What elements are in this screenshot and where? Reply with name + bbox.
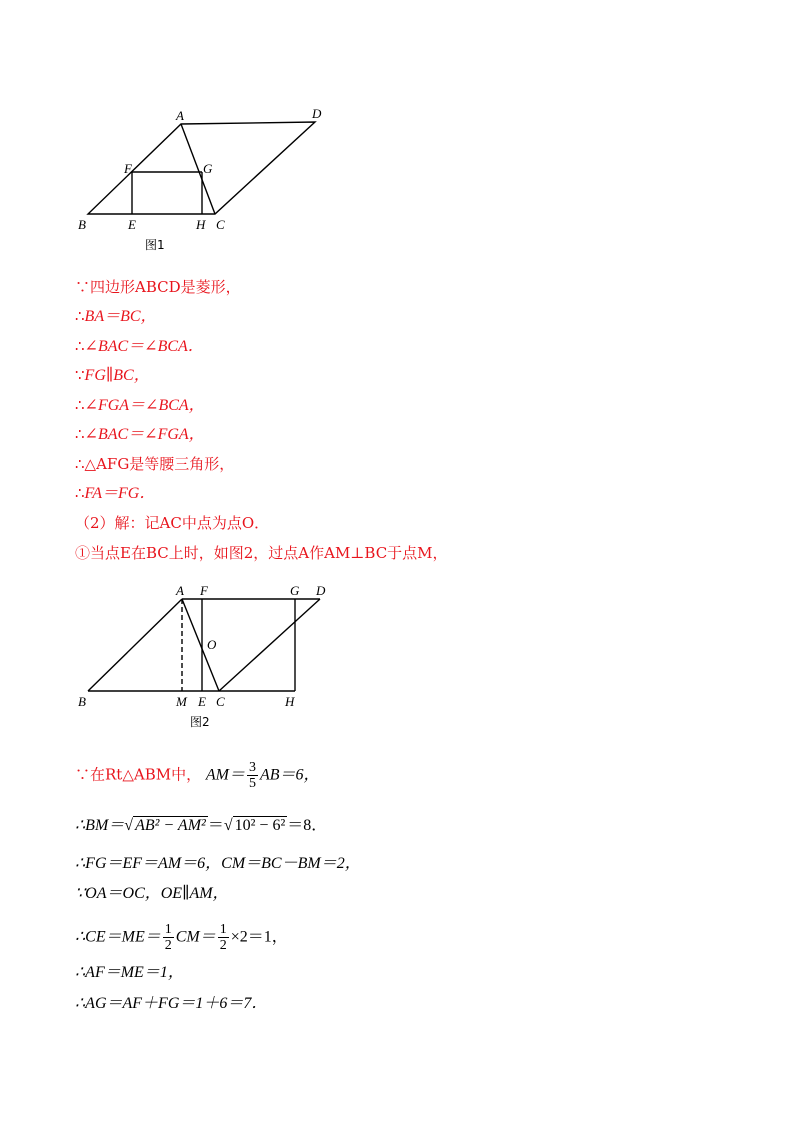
proof-line-13: ∴FG＝EF＝AM＝6，CM＝BC－BM＝2， <box>75 855 361 872</box>
proof-line-15: ∴CE＝ME＝ $\frac{1}{2}$ CM＝ $\frac{1}{2}$ ×2＝1， <box>75 922 288 953</box>
proof-line-1: ∵四边形ABCD是菱形， <box>75 278 241 296</box>
point-label-d: D <box>316 583 326 598</box>
point-label-b: B <box>78 217 86 232</box>
point-label-b: B <box>78 694 86 709</box>
point-label-f: F <box>200 583 208 598</box>
point-label-d: D <box>312 106 322 121</box>
proof-line-6: ∴∠BAC＝∠FGA， <box>75 425 205 443</box>
proof-line-14: ∵OA＝OC，OE∥AM， <box>75 885 229 902</box>
point-label-h: H <box>285 694 295 709</box>
point-label-g: G <box>203 161 213 176</box>
point-label-e: E <box>198 694 206 709</box>
point-label-c: C <box>216 217 225 232</box>
figure-2-caption: 图2 <box>190 715 210 729</box>
point-label-a: A <box>176 108 184 123</box>
proof-line-4: ∵FG∥BC， <box>75 366 150 384</box>
figure-2 <box>70 578 340 738</box>
proof-line-11: ∵在Rt△ABM中， AM＝ $\frac{3}{5}$ AB＝6， <box>75 760 320 791</box>
proof-line-3: ∴∠BAC＝∠BCA． <box>75 337 204 355</box>
proof-line-9: （2）解：记AC中点为点O． <box>75 514 270 532</box>
figure-2-diagram <box>70 578 340 738</box>
point-label-m: M <box>176 694 187 709</box>
point-label-o: O <box>207 637 217 652</box>
point-label-c: C <box>216 694 225 709</box>
proof-line-8: ∴FA＝FG． <box>75 484 156 502</box>
radical-1: AB² − AM² <box>135 817 206 834</box>
proof-line-10: ①当点E在BC上时，如图2，过点A作AM⊥BC于点M， <box>75 544 448 562</box>
proof-line-5: ∴∠FGA＝∠BCA， <box>75 396 205 414</box>
proof-line-12: ∴BM＝√ AB² − AM² ＝√ 10² − 6² ＝8． <box>75 817 328 834</box>
fraction-1-2-a: $\frac{1}{2}$ <box>164 922 172 953</box>
point-label-f: F <box>124 161 132 176</box>
fraction-1-2-b: $\frac{1}{2}$ <box>219 922 227 953</box>
proof-line-2: ∴BA＝BC， <box>75 307 157 325</box>
segment-ba <box>88 599 182 691</box>
proof-line-7: ∴△AFG是等腰三角形， <box>75 455 235 473</box>
segment-cd <box>219 599 320 691</box>
point-label-h: H <box>196 217 206 232</box>
proof-line-16: ∴AF＝ME＝1， <box>75 964 184 981</box>
figure-1-diagram <box>70 100 340 260</box>
point-label-g: G <box>290 583 300 598</box>
figure-1 <box>70 100 340 260</box>
point-label-a: A <box>176 583 184 598</box>
figure-1-caption: 图1 <box>145 238 165 252</box>
point-label-e: E <box>128 217 136 232</box>
proof-line-17: ∴AG＝AF＋FG＝1＋6＝7． <box>75 995 268 1012</box>
radical-2: 10² − 6² <box>234 817 286 834</box>
fraction-3-5: $\frac{3}{5}$ <box>248 760 256 791</box>
